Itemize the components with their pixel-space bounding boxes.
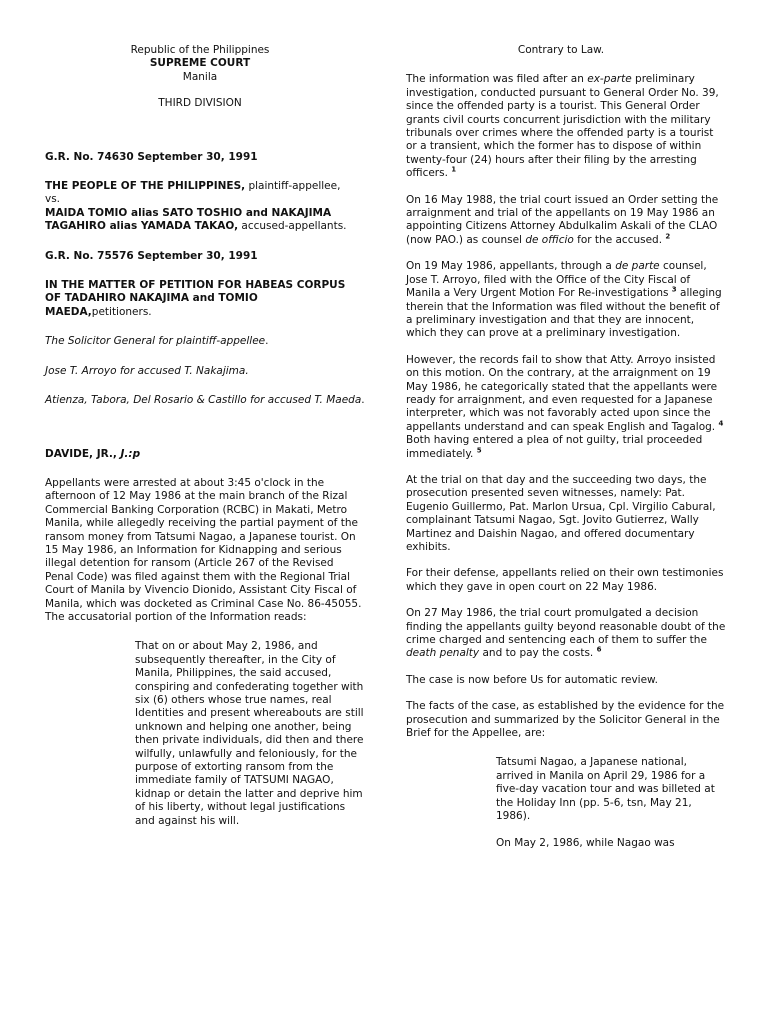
ponente-title: J.:p [120,447,141,460]
p7-text-a: On 27 May 1986, the trial court promulgated a decision finding the appellants guilty beyond reasonable doubt of the crime charged and sentencing each of them to suffer the [406,607,726,647]
case2-title-role: petitioners. [91,305,152,318]
right-paragraph-3 [406,260,726,340]
p2-text-b: for the accused. [573,233,666,246]
p1-text-b: preliminary investigation, conducted pursuant to General Order No. 39, since the offended party is a tourist. This General Order grants civil courts concurrent jurisdiction with the military tribunals over crimes where the offended party is a tourist or a transient, which the former has to dispose of within twenty-four (24) hours after their filing by the arresting officers. [406,73,719,180]
right-paragraph-1 [406,73,726,180]
header-city: Manila [182,70,218,83]
case2-gr-number: G.R. No. 75576 September 30, 1991 [45,249,258,262]
p4-text-b: Both having entered a plea of not guilty, trial proceeded immediately. [406,434,703,460]
party1-name: THE PEOPLE OF THE PHILIPPINES, [45,180,246,193]
footnote-ref-5[interactable]: 5 [476,446,482,455]
p3-text-b: counsel, Jose T. Arroyo, filed with the Office of the City Fiscal of Manila a Very Urgent Motion For Re-investigations [406,260,707,300]
case1-gr-number: G.R. No. 74630 September 30, 1991 [45,150,258,163]
right-paragraph-4 [406,354,726,461]
counsel-solgen-text: The Solicitor General for plaintiff-appellee [45,335,266,348]
p4-text-a: However, the records fail to show that Atty. Arroyo insisted on this motion. On the contrary, at the arraignment on 19 May 1986, he categorically stated that the appellants were ready for arraignment, and even requested for a Japanese interpreter, which was not favorably acted upon since the appellants understand and can speak English and Tagalog. [406,353,719,433]
right-paragraph-5: At the trial on that day and the succeeding two days, the prosecution presented seven witnesses, namely: Pat. Eugenio Guillermo, Pat. Marlon Ursua, Cpl. Virgilio Cabural, complainant Tatsumi Nagao, Sgt. Jovito Gutierrez, Wally Martinez and Daishin Nagao, and offered documentary exhibits. [406,473,716,553]
p1-italic: ex-parte [587,73,632,86]
right-paragraph-6: For their defense, appellants relied on their own testimonies which they gave in open court on 22 May 1986. [406,567,724,593]
party1-role: plaintiff-appellee, [245,180,341,193]
right-paragraph-7 [406,607,726,661]
court-header [35,44,365,111]
left-column [45,44,365,841]
right-block-quote-1: Tatsumi Nagao, a Japanese national, arrived in Manila on April 29, 1986 for a five-day vacation tour and was billeted at the Holiday Inn (pp. 5-6, tsn, May 21, 1986). [496,756,715,823]
right-paragraph-9: The facts of the case, as established by the evidence for the prosecution and summarized by the Solicitor General in the Brief for the Appellee, are: [406,700,725,740]
p2-text-a: On 16 May 1988, the trial court issued an Order setting the arraignment and trial of the appellants on 19 May 1986 an appointing Citizens Attorney Abdulkalim Askali of the CLAO (now PAO.) as counsel [406,193,719,246]
versus-label: vs. [45,193,61,206]
p3-text-c: alleging therein that the Information was filed without the benefit of a preliminary investigation and that they are innocent, which they can prove at a preliminary investigation. [406,287,722,340]
header-republic: Republic of the Philippines [130,44,270,56]
p1-text-a: The information was filed after an [406,73,588,86]
case2-title [45,279,365,319]
counsel-solgen-end: . [265,335,269,348]
party2-name: MAIDA TOMIO alias SATO TOSHIO and NAKAJIMA TAGAHIRO alias YAMADA TAKAO, [45,206,332,233]
footnote-ref-2[interactable]: 2 [665,232,671,241]
header-court: SUPREME COURT [149,57,251,70]
counsel-solgen [45,335,365,348]
case1-parties [45,180,365,234]
counsel-atienza [45,394,365,407]
right-paragraph-2 [406,194,726,248]
left-body-paragraph: Appellants were arrested at about 3:45 o'clock in the afternoon of 12 May 1986 at the main branch of the Rizal Commercial Banking Corporation (RCBC) in Makati, Metro Manila, while allegedly receiving the partial payment of the ransom money from Tatsumi Nagao, a Japanese tourist. On 15 May 1986, an Information for Kidnapping and serious illegal detention for ransom (Article 267 of the Revised Penal Code) was filed against them with the Regional Trial Court of Manila by Vivencio Dionido, Assistant City Fiscal of Manila, which was docketed as Criminal Case No. 86-45055. The accusatorial portion of the Information reads: [45,476,362,623]
footnote-ref-1[interactable]: 1 [451,165,457,174]
counsel-atienza-end: . [361,394,365,407]
p2-italic: de officio [525,233,574,246]
counsel-arroyo: Jose T. Arroyo for accused T. Nakajima. [45,364,249,377]
counsel-atienza-text: Atienza, Tabora, Del Rosario & Castillo for accused T. Maeda [45,394,362,407]
p3-italic: de parte [615,260,660,273]
footnote-ref-4[interactable]: 4 [718,419,724,428]
ponente-name: DAVIDE, JR., [45,447,121,460]
right-paragraph-8: The case is now before Us for automatic review. [406,673,659,686]
case2-title-bold: IN THE MATTER OF PETITION FOR HABEAS CORPUS OF TADAHIRO NAKAJIMA and TOMIO MAEDA, [45,279,346,318]
header-division: THIRD DIVISION [158,97,242,110]
left-block-quote: That on or about May 2, 1986, and subsequently thereafter, in the City of Manila, Philippines, the said accused, conspiring and confederating together with six (6) others whose true names, real Identities and present whereabouts are still unknown and helping one another, being then private individuals, did then and there wilfully, unlawfully and feloniously, for the purpose of extorting ransom from the immediate family of TATSUMI NAGAO, kidnap or detain the latter and deprive him of his liberty, without legal justifications and against his will. [135,640,364,827]
ponente [45,448,365,461]
p3-text-a: On 19 May 1986, appellants, through a [406,260,616,273]
p7-italic: death penalty [406,647,480,660]
footnote-ref-6[interactable]: 6 [596,645,602,654]
right-column [406,44,726,863]
footnote-ref-3[interactable]: 3 [671,285,677,294]
right-block-quote-2: On May 2, 1986, while Nagao was [496,836,675,849]
party2-role: accused-appellants. [238,220,347,233]
contrary-to-law: Contrary to Law. [517,44,605,56]
p7-text-b: and to pay the costs. [479,647,597,660]
